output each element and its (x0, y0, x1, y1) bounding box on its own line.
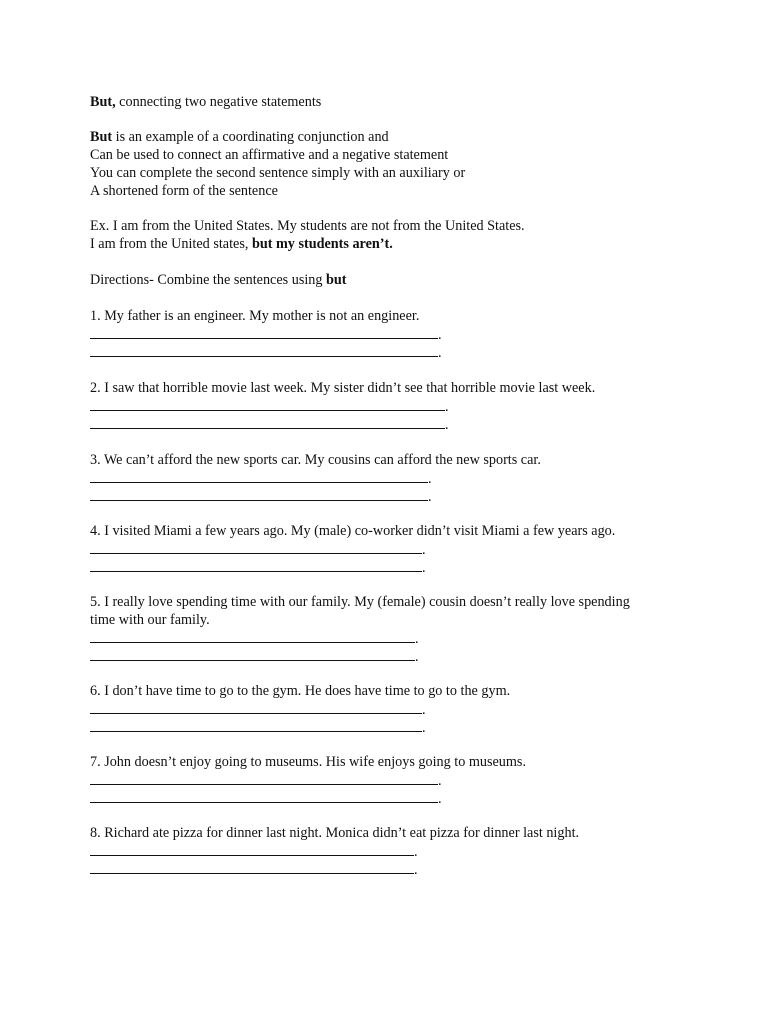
answer-blank[interactable] (90, 861, 418, 879)
answer-period: . (414, 844, 418, 860)
answer-line (90, 416, 445, 429)
answer-blank[interactable] (90, 344, 442, 362)
answer-period: . (438, 327, 442, 343)
answer-blank[interactable] (90, 416, 449, 434)
answer-blank[interactable] (90, 326, 442, 344)
answer-period: . (438, 791, 442, 807)
intro-line-1-text: is an example of a coordinating conjunction and (112, 129, 389, 145)
example-line-2-text: I am from the United states, (90, 236, 252, 252)
answer-blank[interactable] (90, 772, 442, 790)
title-rest: connecting two negative statements (115, 94, 322, 110)
answer-blank[interactable] (90, 630, 419, 648)
question-3: 3. We can’t afford the new sports car. My cousins can afford the new sports car. (90, 452, 541, 468)
answer-line (90, 648, 415, 661)
answer-line (90, 398, 445, 411)
intro-line-3: You can complete the second sentence simply with an auxiliary or (90, 165, 466, 181)
title-bold: But, (90, 94, 116, 110)
answer-line (90, 719, 422, 732)
answer-blank[interactable] (90, 790, 442, 808)
title (90, 94, 321, 111)
answer-period: . (422, 542, 426, 558)
answer-line (90, 470, 428, 483)
example-line-2-bold: but my students aren’t. (251, 236, 393, 252)
answer-blank[interactable] (90, 398, 449, 416)
answer-period: . (438, 345, 442, 361)
example-line-2 (90, 236, 393, 253)
answer-line (90, 344, 438, 357)
question-2: 2. I saw that horrible movie last week. My sister didn’t see that horrible movie last week. (90, 380, 596, 396)
answer-blank[interactable] (90, 541, 426, 559)
answer-period: . (415, 649, 419, 665)
question-1: 1. My father is an engineer. My mother is not an engineer. (90, 308, 420, 324)
intro-line-4: A shortened form of the sentence (90, 183, 278, 199)
answer-blank[interactable] (90, 843, 418, 861)
answer-blank[interactable] (90, 701, 426, 719)
answer-period: . (438, 773, 442, 789)
answer-line (90, 772, 438, 785)
question-7: 7. John doesn’t enjoy going to museums. His wife enjoys going to museums. (90, 754, 526, 770)
answer-line (90, 488, 428, 501)
answer-blank[interactable] (90, 488, 432, 506)
answer-blank[interactable] (90, 719, 426, 737)
answer-blank[interactable] (90, 559, 426, 577)
answer-line (90, 541, 422, 554)
answer-period: . (414, 862, 418, 878)
answer-period: . (428, 489, 432, 505)
answer-period: . (445, 417, 449, 433)
answer-period: . (415, 631, 419, 647)
answer-line (90, 861, 414, 874)
answer-period: . (428, 471, 432, 487)
answer-period: . (422, 720, 426, 736)
intro-line-1 (90, 129, 389, 146)
directions-text: Directions- Combine the sentences using (90, 272, 327, 288)
answer-line (90, 790, 438, 803)
question-4: 4. I visited Miami a few years ago. My (male) co-worker didn’t visit Miami a few years ago. (90, 523, 616, 539)
answer-line (90, 326, 438, 339)
answer-line (90, 630, 415, 643)
answer-period: . (422, 702, 426, 718)
example-line-1: Ex. I am from the United States. My students are not from the United States. (90, 218, 525, 234)
intro-line-2: Can be used to connect an affirmative and a negative statement (90, 147, 449, 163)
intro-bold-word: But (90, 129, 113, 145)
answer-line (90, 843, 414, 856)
answer-blank[interactable] (90, 648, 419, 666)
answer-line (90, 701, 422, 714)
question-5-line-2: time with our family. (90, 612, 210, 628)
directions (90, 272, 347, 289)
answer-period: . (445, 399, 449, 415)
answer-line (90, 559, 422, 572)
answer-period: . (422, 560, 426, 576)
question-6: 6. I don’t have time to go to the gym. He does have time to go to the gym. (90, 683, 511, 699)
question-8: 8. Richard ate pizza for dinner last night. Monica didn’t eat pizza for dinner last night. (90, 825, 580, 841)
answer-blank[interactable] (90, 470, 432, 488)
directions-bold: but (326, 272, 347, 288)
question-5-line-1: 5. I really love spending time with our family. My (female) cousin doesn’t really love spending (90, 594, 630, 610)
